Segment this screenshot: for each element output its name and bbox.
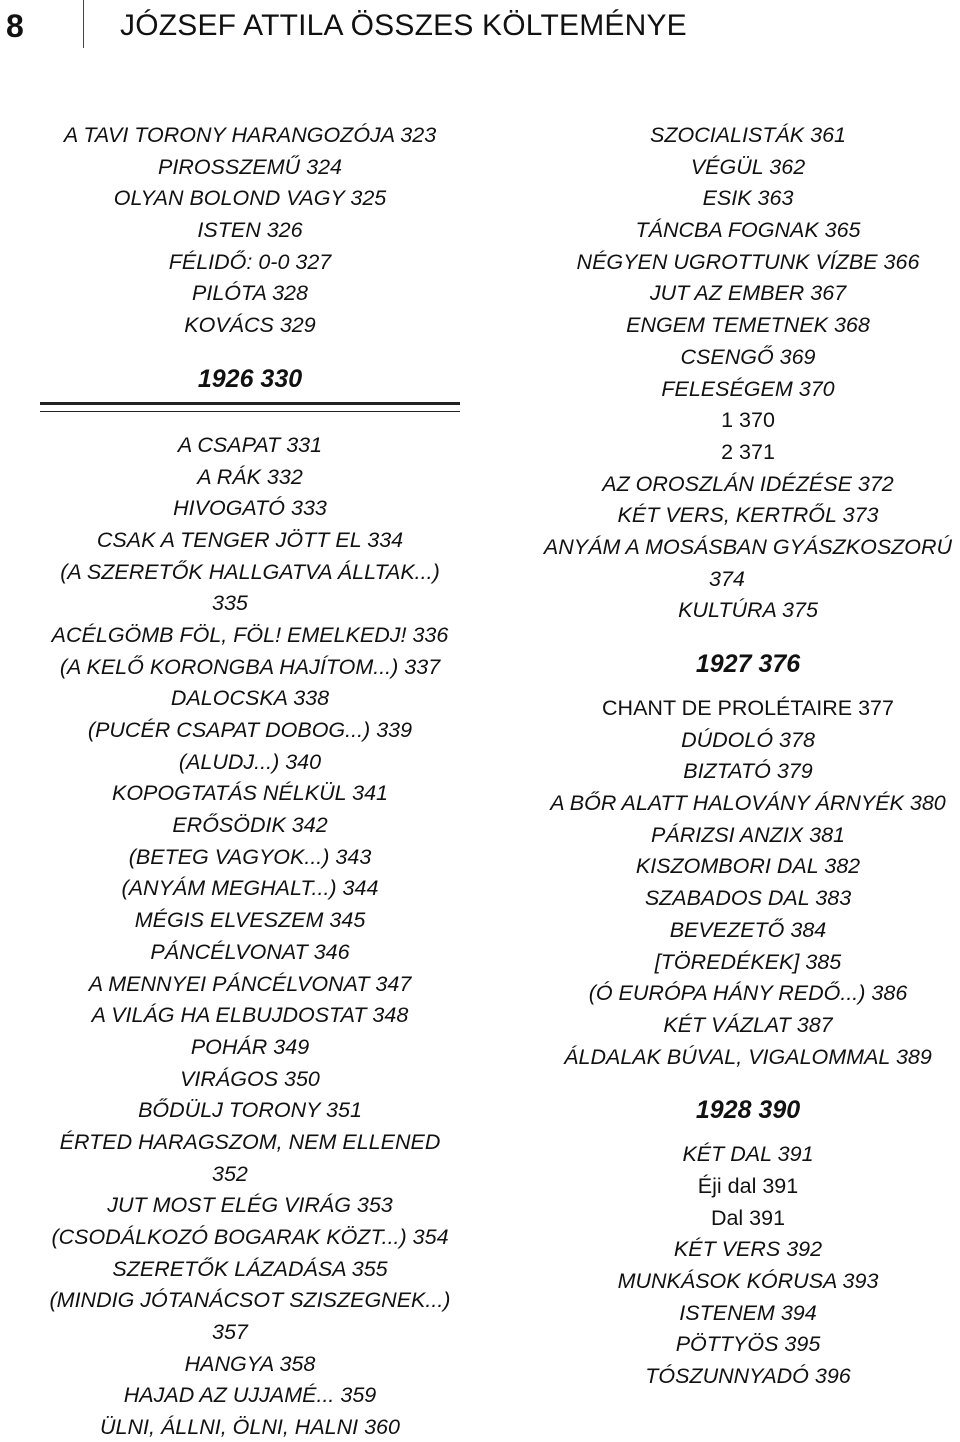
toc-entry: VÉGÜL 362 [690, 154, 806, 179]
toc-subentry: Dal 391 [710, 1205, 786, 1230]
toc-entry: (ANYÁM MEGHALT...) 344 [121, 876, 379, 901]
toc-entry: A TAVI TORONY HARANGOZÓJA 323 [63, 123, 437, 147]
toc-entry: (A SZERETŐK HALLGATVA ÁLLTAK...) [60, 559, 440, 584]
toc-entry: BŐDÜLJ TORONY 351 [138, 1098, 362, 1123]
toc-entry: KÉT VÁZLAT 387 [663, 1012, 833, 1037]
toc-entry: ACÉLGÖMB FÖL, FÖL! EMELKEDJ! 336 [51, 622, 449, 647]
toc-entry: HAJAD AZ UJJAMÉ... 359 [123, 1383, 377, 1408]
toc-entry: ERŐSÖDIK 342 [172, 813, 328, 838]
toc-entry: A VILÁG HA ELBUJDOSTAT 348 [91, 1003, 409, 1028]
left-column [40, 120, 460, 1442]
toc-entry: A BŐR ALATT HALOVÁNY ÁRNYÉK 380 [550, 791, 946, 816]
toc-entry: SZERETŐK LÁZADÁSA 355 [112, 1256, 388, 1281]
toc-entry: BIZTATÓ 379 [683, 759, 813, 784]
toc-entry: MUNKÁSOK KÓRUSA 393 [617, 1269, 879, 1293]
toc-entry: KOPOGTATÁS NÉLKÜL 341 [111, 781, 389, 806]
toc-entry: (Ó EURÓPA HÁNY REDŐ...) 386 [588, 981, 908, 1006]
toc-entry: PÁNCÉLVONAT 346 [150, 939, 350, 964]
toc-entry: HIVOGATÓ 333 [173, 496, 327, 521]
toc-entry: (A KELŐ KORONGBA HAJÍTOM...) 337 [59, 654, 441, 679]
toc-entry: TÓSZUNNYADÓ 396 [645, 1364, 851, 1389]
toc-entry: [TÖREDÉKEK] 385 [654, 949, 842, 974]
toc-entry: NÉGYEN UGROTTUNK VÍZBE 366 [576, 249, 920, 274]
year-heading-1926: 1926 330 [197, 364, 303, 393]
header-divider [83, 0, 84, 48]
toc-entry: SZABADOS DAL 383 [644, 886, 852, 911]
toc-entry: TÁNCBA FOGNAK 365 [635, 218, 861, 243]
toc-entry: A CSAPAT 331 [177, 432, 323, 457]
toc-entry: CSENGŐ 369 [680, 344, 816, 369]
toc-entry-continuation: 352 [212, 1161, 248, 1186]
toc-entry: A MENNYEI PÁNCÉLVONAT 347 [88, 971, 412, 996]
toc-entry: ÁLDALAK BÚVAL, VIGALOMMAL 389 [564, 1044, 932, 1069]
toc-entry: ISTEN 326 [197, 218, 303, 243]
toc-entry: ISTENEM 394 [679, 1300, 817, 1325]
toc-entry: JUT AZ EMBER 367 [649, 281, 847, 306]
toc-entry: CHANT DE PROLÉTAIRE 377 [602, 696, 894, 720]
right-column [533, 120, 960, 1393]
toc-entry: KULTÚRA 375 [678, 598, 818, 623]
year-rule [40, 402, 460, 412]
toc-subentry: 1 370 [721, 408, 775, 433]
page-number: 8 [6, 8, 24, 44]
toc-entry: (BETEG VAGYOK...) 343 [128, 844, 372, 869]
toc-entry: FÉLIDŐ: 0-0 327 [168, 249, 332, 274]
toc-entry: PIROSSZEMŰ 324 [158, 154, 342, 179]
toc-entry: ESIK 363 [702, 186, 794, 211]
toc-entry: DALOCSKA 338 [170, 686, 330, 711]
toc-entry: (PUCÉR CSAPAT DOBOG...) 339 [87, 718, 413, 742]
page-header [0, 0, 960, 48]
toc-entry: A RÁK 332 [197, 464, 303, 489]
toc-entry: DÚDOLÓ 378 [681, 727, 815, 752]
toc-entry: ÉRTED HARAGSZOM, NEM ELLENED [59, 1129, 441, 1154]
toc-entry: BEVEZETŐ 384 [669, 917, 827, 942]
toc-entry: CSAK A TENGER JÖTT EL 334 [96, 527, 404, 552]
toc-entry: KÉT VERS 392 [673, 1237, 823, 1262]
toc-entry: ANYÁM A MOSÁSBAN GYÁSZKOSZORÚ [543, 534, 953, 559]
toc-subentry: Éji dal 391 [697, 1173, 799, 1198]
year-heading-1927: 1927 376 [695, 650, 801, 678]
toc-entry: PILÓTA 328 [192, 281, 308, 306]
toc-entry: AZ OROSZLÁN IDÉZÉSE 372 [602, 471, 894, 496]
toc-entry: KÉT VERS, KERTRŐL 373 [617, 503, 879, 528]
toc-entry: SZOCIALISTÁK 361 [650, 123, 846, 147]
toc-entry: KÉT DAL 391 [682, 1142, 814, 1167]
toc-entry: JUT MOST ELÉG VIRÁG 353 [107, 1193, 393, 1218]
running-title: JÓZSEF ATTILA ÖSSZES KÖLTEMÉNYE [120, 9, 687, 42]
toc-entry: VIRÁGOS 350 [180, 1066, 320, 1091]
toc-entry: KISZOMBORI DAL 382 [635, 854, 861, 879]
toc-entry: KOVÁCS 329 [184, 313, 316, 338]
toc-entry: PÁRIZSI ANZIX 381 [651, 822, 845, 847]
toc-entry: PÖTTYÖS 395 [675, 1332, 821, 1357]
toc-entry-continuation: 374 [709, 566, 745, 591]
toc-entry: ENGEM TEMETNEK 368 [626, 313, 870, 338]
toc-entry-continuation: 335 [212, 591, 248, 616]
toc-entry: HANGYA 358 [184, 1351, 316, 1376]
toc-entry: ÜLNI, ÁLLNI, ÖLNI, HALNI 360 [100, 1415, 400, 1440]
toc-entry: OLYAN BOLOND VAGY 325 [113, 186, 387, 211]
toc-entry: (MINDIG JÓTANÁCSOT SZISZEGNEK...) [49, 1288, 451, 1313]
toc-entry: POHÁR 349 [190, 1034, 310, 1059]
toc-entry: MÉGIS ELVESZEM 345 [134, 908, 366, 933]
toc-entry-continuation: 357 [212, 1320, 248, 1345]
toc-subentry: 2 371 [721, 439, 775, 464]
toc-entry: FELESÉGEM 370 [661, 376, 835, 401]
toc-entry: (CSODÁLKOZÓ BOGARAK KÖZT...) 354 [51, 1225, 449, 1249]
toc-entry: (ALUDJ...) 340 [178, 749, 322, 774]
year-heading-1928: 1928 390 [695, 1096, 801, 1125]
